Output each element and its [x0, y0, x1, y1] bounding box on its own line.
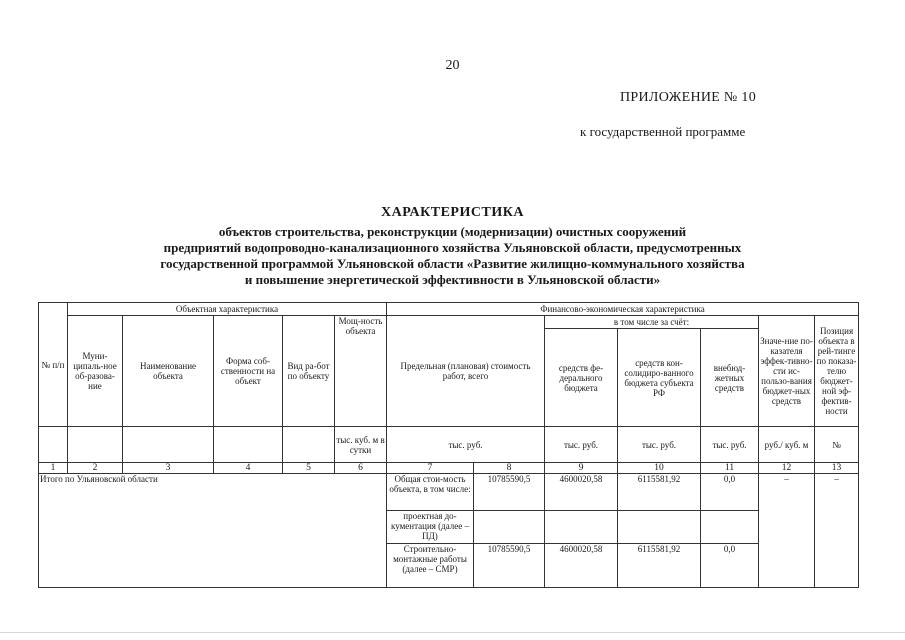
- header-federal: средств фе-дерального бюджета: [545, 329, 618, 427]
- cell-federal: 4600020,58: [545, 474, 618, 511]
- header-ownership: Форма соб-ственности на объект: [214, 316, 283, 427]
- unit-efficiency: руб./ куб. м: [759, 427, 815, 463]
- column-number: 10: [618, 463, 701, 474]
- total-label: Итого по Ульяновской области: [39, 474, 387, 588]
- unit-consolidated: тыс. руб.: [618, 427, 701, 463]
- unit-rank: №: [815, 427, 859, 463]
- column-number: 3: [123, 463, 214, 474]
- table-row: [39, 474, 859, 511]
- header-extrabudget: внебюд-жетных средств: [701, 329, 759, 427]
- header-municipality: Муни-ципаль-ное об-разова-ние: [68, 316, 123, 427]
- group-including: в том числе за счёт:: [545, 316, 759, 329]
- header-work-type: Вид ра-бот по объекту: [283, 316, 335, 427]
- header-rank: Позиция объекта в рей-тинге по показа-телю бюджет-ной эф-фектив-ности: [815, 316, 859, 427]
- subtitle-line: объектов строительства, реконструкции (модернизации) очистных сооружений: [218, 224, 687, 239]
- cell-federal: [545, 511, 618, 544]
- cell-extrabudget: 0,0: [701, 544, 759, 588]
- unit-federal: тыс. руб.: [545, 427, 618, 463]
- header-consolidated: средств кон-солидиро-ванного бюджета субъекта РФ: [618, 329, 701, 427]
- appendix-label: ПРИЛОЖЕНИЕ № 10: [620, 90, 756, 105]
- column-number: 6: [335, 463, 387, 474]
- column-number-row: [39, 463, 859, 474]
- column-number: 12: [759, 463, 815, 474]
- cell-efficiency: –: [759, 474, 815, 588]
- unit-max-cost: тыс. руб.: [387, 427, 545, 463]
- cell-extrabudget: 0,0: [701, 474, 759, 511]
- cell-consolidated: [618, 511, 701, 544]
- cell-extrabudget: [701, 511, 759, 544]
- cell-consolidated: 6115581,92: [618, 544, 701, 588]
- column-number: 13: [815, 463, 859, 474]
- appendix-subtitle: к государственной программе: [580, 124, 746, 139]
- header-num: № п/п: [39, 303, 68, 427]
- cell-total: 10785590,5: [474, 474, 545, 511]
- subtitle-line: и повышение энергетической эффективности в Ульяновской области»: [244, 272, 661, 287]
- header-max-cost: Предельная (плановая) стоимость работ, всего: [387, 316, 545, 427]
- cell-total: 10785590,5: [474, 544, 545, 588]
- unit-capacity: тыс. куб. м в сутки: [335, 427, 387, 463]
- row-label: Общая стои-мость объекта, в том числе:: [387, 474, 474, 511]
- header-object-name: Наименование объекта: [123, 316, 214, 427]
- characteristics-table: [38, 302, 859, 588]
- column-number: 11: [701, 463, 759, 474]
- header-capacity: Мощ-ность объекта: [335, 316, 387, 427]
- column-number: 7: [387, 463, 474, 474]
- document-title: ХАРАКТЕРИСТИКА: [381, 205, 524, 220]
- column-number: 8: [474, 463, 545, 474]
- group-financial-characteristic: Финансово-экономическая характеристика: [387, 303, 859, 316]
- column-number: 4: [214, 463, 283, 474]
- cell-consolidated: 6115581,92: [618, 474, 701, 511]
- unit-extrabudget: тыс. руб.: [701, 427, 759, 463]
- row-label: Строительно-монтажные работы (далее – СМР): [387, 544, 474, 588]
- header-efficiency: Значе-ние по-казателя эффек-тивно-сти ис-пользо-вания бюджет-ных средств: [759, 316, 815, 427]
- row-label: проектная до-кументация (далее – ПД): [387, 511, 474, 544]
- column-number: 9: [545, 463, 618, 474]
- cell-federal: 4600020,58: [545, 544, 618, 588]
- column-number: 2: [68, 463, 123, 474]
- group-object-characteristic: Объектная характеристика: [68, 303, 387, 316]
- cell-rank: –: [815, 474, 859, 588]
- subtitle-line: государственной программой Ульяновской области «Развитие жилищно-коммунального хозяйства: [160, 256, 745, 271]
- page-number: 20: [445, 58, 460, 73]
- cell-total: [474, 511, 545, 544]
- column-number: 1: [39, 463, 68, 474]
- scan-edge-line: [0, 632, 905, 633]
- subtitle-line: предприятий водопроводно-канализационного хозяйства Ульяновской области, предусмотренных: [163, 240, 742, 255]
- column-number: 5: [283, 463, 335, 474]
